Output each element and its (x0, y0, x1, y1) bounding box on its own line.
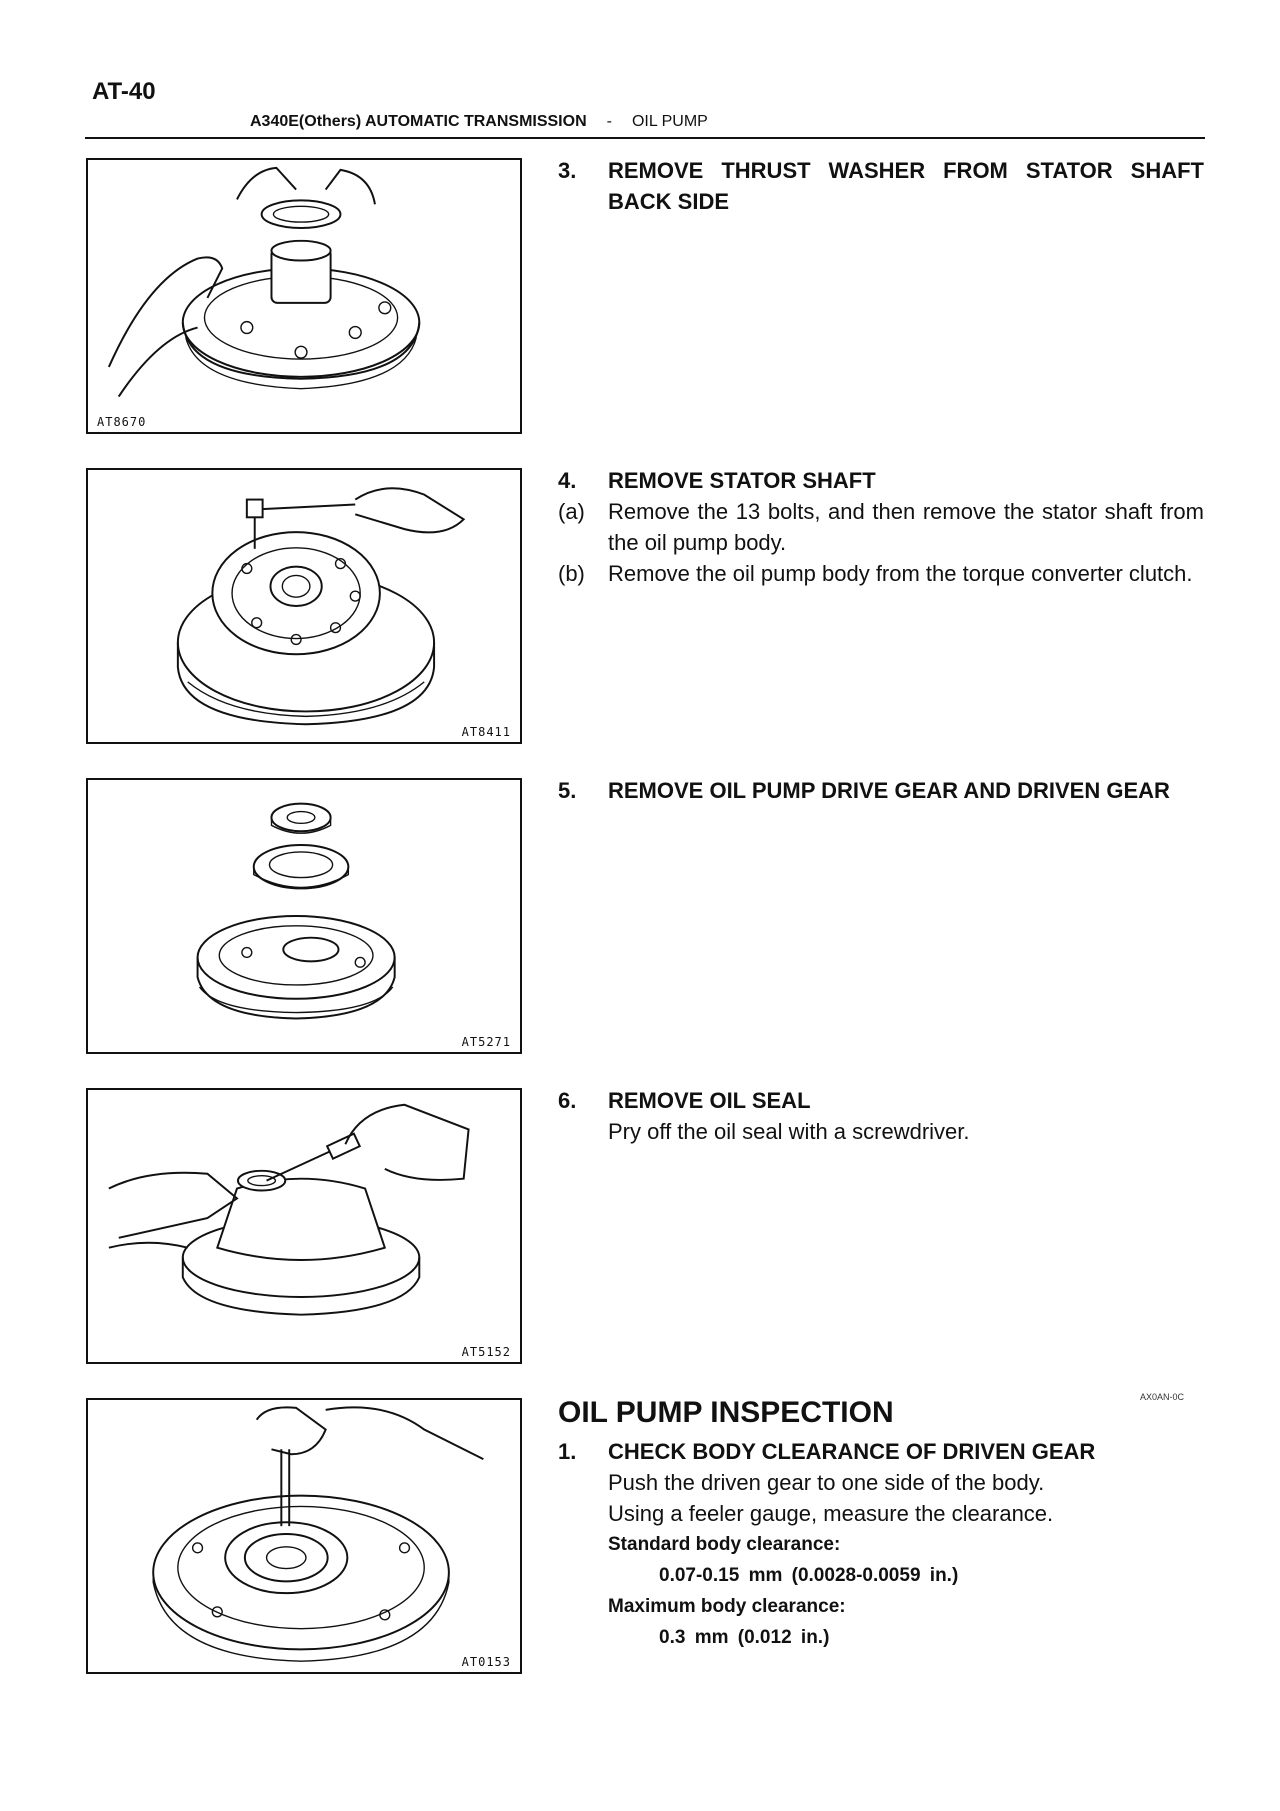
figure-code: AT0153 (459, 1655, 514, 1669)
section-title: OIL PUMP INSPECTION (558, 1396, 894, 1429)
step-title: REMOVE OIL SEAL (608, 1088, 811, 1113)
substep-text: Remove the 13 bolts, and then remove the stator shaft from the oil pump body. (608, 499, 1204, 555)
figure-pump-gears (86, 778, 522, 1054)
step-4 (558, 465, 1204, 589)
feeler-gauge-clearance-illustration (88, 1400, 520, 1672)
maximum-clearance-label: Maximum body clearance: (608, 1596, 846, 1617)
substep-a (558, 496, 1204, 558)
figure-stator-shaft (86, 468, 522, 744)
standard-clearance-value: 0.07-0.15 mm (0.0028-0.0059 in.) (659, 1565, 959, 1586)
step-number: 5. (558, 778, 577, 803)
substep-text: Remove the oil pump body from the torque converter clutch. (608, 561, 1193, 586)
inspection-step-1 (558, 1436, 1204, 1653)
figure-thrust-washer (86, 158, 522, 434)
page-number: AT-40 (92, 78, 156, 105)
step-4-heading (558, 465, 1204, 496)
instruction-line-2: Using a feeler gauge, measure the clearance. (608, 1501, 1054, 1526)
manual-title: A340E(Others) AUTOMATIC TRANSMISSION (250, 113, 587, 130)
step-title: REMOVE THRUST WASHER FROM STATOR SHAFT BACK SIDE (608, 158, 1204, 214)
running-header (250, 113, 708, 131)
header-rule (85, 137, 1205, 139)
instruction-line-1: Push the driven gear to one side of the body. (608, 1470, 1045, 1495)
standard-clearance-label: Standard body clearance: (608, 1534, 841, 1555)
step-number: 4. (558, 468, 577, 493)
step-title: REMOVE STATOR SHAFT (608, 468, 876, 493)
figure-code: AT5271 (459, 1035, 514, 1049)
section-name: OIL PUMP (631, 113, 708, 130)
figure-code: AT8670 (94, 415, 149, 429)
step-number: 3. (558, 158, 577, 183)
figure-oil-seal (86, 1088, 522, 1364)
step-3-heading (558, 155, 1204, 217)
inspection-step-heading (558, 1436, 1204, 1467)
pump-gears-exploded-illustration (88, 780, 520, 1052)
step-5 (558, 775, 1204, 806)
step-number: 1. (558, 1439, 577, 1464)
oil-seal-pry-illustration (88, 1090, 520, 1362)
step-title: REMOVE OIL PUMP DRIVE GEAR AND DRIVEN GEAR (608, 778, 1170, 803)
substep-b (558, 558, 1204, 589)
figure-feeler-gauge (86, 1398, 522, 1674)
step-3 (558, 155, 1204, 217)
thrust-washer-removal-illustration (88, 160, 520, 432)
stator-shaft-bolts-illustration (88, 470, 520, 742)
substep-label: (a) (558, 499, 585, 524)
maximum-clearance-value: 0.3 mm (0.012 in.) (659, 1627, 830, 1648)
figure-code: AT5152 (459, 1345, 514, 1359)
header-separator: - (606, 113, 612, 130)
step-5-heading (558, 775, 1204, 806)
step-title: CHECK BODY CLEARANCE OF DRIVEN GEAR (608, 1439, 1096, 1464)
step-6 (558, 1085, 1204, 1147)
step-number: 6. (558, 1088, 577, 1113)
document-code: AX0AN-0C (1140, 1392, 1185, 1402)
step-6-heading (558, 1085, 1204, 1116)
substep-label: (b) (558, 561, 585, 586)
figure-code: AT8411 (459, 725, 514, 739)
step-6-text: Pry off the oil seal with a screwdriver. (608, 1119, 970, 1144)
